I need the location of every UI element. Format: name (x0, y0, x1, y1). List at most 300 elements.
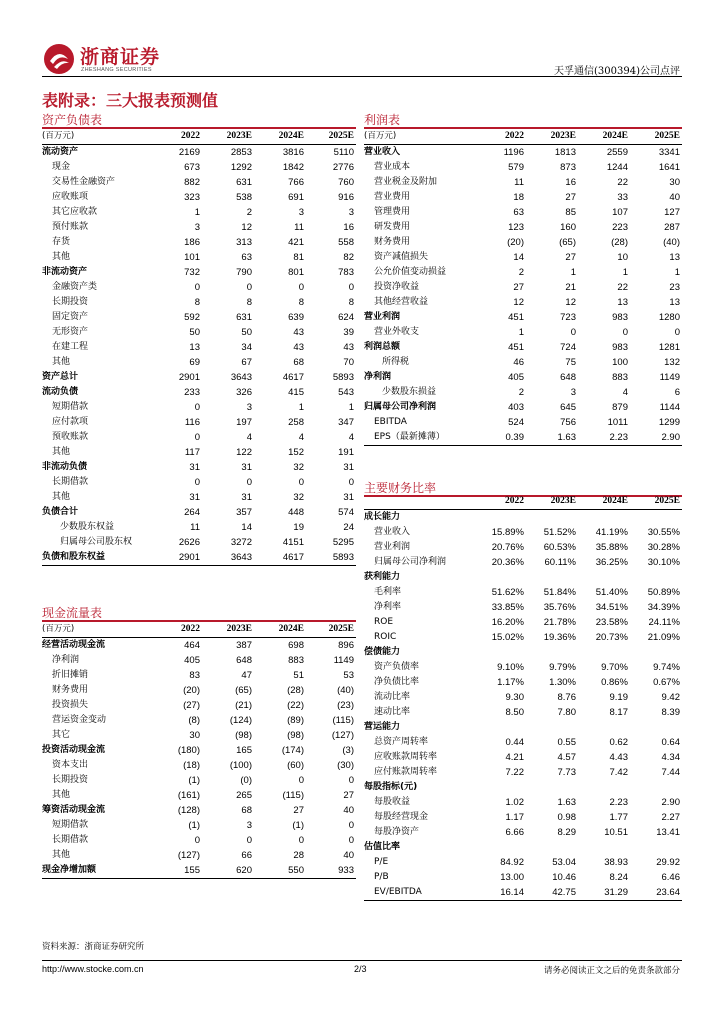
value-cell: (100) (229, 760, 252, 771)
value-cell: 933 (306, 863, 356, 879)
table-row (364, 720, 682, 735)
value-cell (578, 645, 630, 660)
table-row (42, 415, 356, 430)
value-cell: 347 (338, 417, 354, 428)
value-cell: 896 (338, 640, 354, 651)
value-cell: (3) (342, 745, 354, 756)
row-label: 其他 (52, 850, 71, 860)
value-cell: 0 (246, 477, 252, 488)
table-row (42, 668, 356, 683)
value-cell: 5893 (332, 372, 354, 383)
table-row (42, 550, 356, 566)
value-cell: 23.58% (595, 617, 628, 628)
value-cell: 31 (241, 462, 252, 473)
table-row (364, 280, 682, 295)
unit-label (364, 494, 474, 510)
value-cell: 1.02 (505, 797, 524, 808)
table-row (364, 660, 682, 675)
footer-rule (42, 960, 682, 961)
value-cell: 11 (514, 177, 524, 188)
value-cell: 1.63 (526, 430, 578, 446)
row-label: 管理费用 (374, 207, 411, 217)
value-cell: 19 (293, 522, 304, 533)
table-row (364, 355, 682, 370)
row-label: 净利率 (374, 602, 402, 612)
value-cell: 33 (617, 192, 628, 203)
value-cell: 1149 (333, 655, 354, 666)
row-label: 流动负债 (42, 387, 79, 397)
value-cell: 387 (236, 640, 252, 651)
value-cell (474, 780, 526, 795)
row-label: 每股净资产 (374, 827, 420, 837)
value-cell: 186 (184, 237, 200, 248)
value-cell: 31 (189, 492, 200, 503)
page-number: 2/3 (354, 964, 367, 974)
value-cell: 0.62 (609, 737, 628, 748)
value-cell: 31 (343, 492, 354, 503)
income-statement-table (364, 129, 682, 446)
row-label: 短期借款 (52, 820, 89, 830)
table-row (42, 475, 356, 490)
table-row (42, 385, 356, 400)
value-cell: 2901 (150, 550, 202, 566)
row-label: P/B (374, 872, 389, 882)
value-cell: 0.55 (557, 737, 576, 748)
row-label: 非流动负债 (42, 462, 88, 472)
row-label: 每股收益 (374, 797, 411, 807)
value-cell: 760 (338, 177, 354, 188)
table-row (364, 145, 682, 161)
value-cell: 51 (293, 670, 304, 681)
value-cell: (180) (177, 745, 200, 756)
value-cell: 9.30 (505, 692, 524, 703)
value-cell: 5893 (306, 550, 356, 566)
value-cell: (98) (287, 730, 304, 741)
value-cell: 50 (241, 327, 252, 338)
table-row (364, 160, 682, 175)
value-cell: 4.43 (609, 752, 628, 763)
table-row (42, 445, 356, 460)
value-cell: 2.23 (609, 797, 628, 808)
value-cell: 1 (348, 402, 354, 413)
table-row (364, 615, 682, 630)
value-cell (630, 510, 682, 526)
logo-chinese-name: 浙商证券 (80, 46, 161, 68)
value-cell: 0 (348, 775, 354, 786)
value-cell: (20) (183, 685, 200, 696)
value-cell: 7.42 (609, 767, 628, 778)
value-cell: 41.19% (595, 527, 628, 538)
value-cell: 8 (246, 297, 252, 308)
value-cell: 1144 (659, 402, 680, 413)
value-cell: 1244 (606, 162, 628, 173)
value-cell: 9.42 (661, 692, 680, 703)
table-row (364, 705, 682, 720)
company-logo (42, 40, 162, 76)
year-header: 2024E (578, 129, 630, 145)
row-label: 现金 (52, 162, 71, 172)
value-cell: 14 (513, 252, 524, 263)
table-row (364, 310, 682, 325)
value-cell (474, 570, 526, 585)
value-cell: 8 (348, 297, 354, 308)
value-cell: (127) (331, 730, 354, 741)
value-cell: 4.57 (557, 752, 576, 763)
table-row (42, 848, 356, 863)
value-cell: 4.21 (505, 752, 524, 763)
value-cell: 405 (508, 372, 524, 383)
value-cell: 14 (241, 522, 252, 533)
value-cell: 11 (190, 522, 200, 533)
value-cell: 0.39 (474, 430, 526, 446)
value-cell: 639 (288, 312, 304, 323)
row-label: 研发费用 (374, 222, 411, 232)
value-cell: 68 (241, 805, 252, 816)
row-label: 资产减值损失 (374, 252, 429, 262)
table-row (364, 385, 682, 400)
header-row (42, 129, 356, 145)
table-row (42, 340, 356, 355)
value-cell: 1 (194, 207, 200, 218)
value-cell: 883 (288, 655, 304, 666)
table-row (42, 803, 356, 818)
value-cell: 0 (298, 477, 304, 488)
value-cell: 21 (565, 282, 576, 293)
balance-sheet-title: 资产负债表 (42, 113, 103, 127)
table-row (364, 510, 682, 526)
value-cell: 5110 (333, 147, 354, 158)
value-cell: 8.29 (557, 827, 576, 838)
row-label: 短期借款 (52, 402, 89, 412)
value-cell: 43 (293, 342, 304, 353)
value-cell: 543 (338, 387, 354, 398)
value-cell: 223 (612, 222, 628, 233)
value-cell: 538 (236, 192, 252, 203)
table-row (42, 535, 356, 550)
value-cell (474, 720, 526, 735)
value-cell: 30.55% (647, 527, 680, 538)
unit-label: (百万元) (42, 129, 150, 145)
value-cell: 313 (236, 237, 252, 248)
row-label: 利润总额 (364, 342, 401, 352)
row-label: 应付账款周转率 (374, 767, 438, 777)
value-cell: 18 (513, 192, 524, 203)
value-cell: 7.44 (661, 767, 680, 778)
value-cell: 2853 (230, 147, 252, 158)
value-cell: 21.09% (647, 632, 680, 643)
value-cell (526, 510, 578, 526)
value-cell (526, 645, 578, 660)
value-cell: 415 (288, 387, 304, 398)
value-cell: 34.51% (595, 602, 628, 613)
value-cell: 2.90 (630, 430, 682, 446)
value-cell: 2.90 (661, 797, 680, 808)
value-cell: 82 (343, 252, 354, 263)
value-cell: 107 (612, 207, 628, 218)
value-cell: 1281 (658, 342, 680, 353)
ratios-title: 主要财务比率 (364, 481, 437, 495)
value-cell: 12 (513, 297, 524, 308)
row-label: 非流动资产 (42, 267, 88, 277)
value-cell: 27 (343, 790, 354, 801)
table-row (364, 780, 682, 795)
row-label: 流动资产 (42, 147, 79, 157)
value-cell: 43 (343, 342, 354, 353)
table-row (364, 250, 682, 265)
row-label: 营业外收支 (374, 327, 420, 337)
value-cell (630, 570, 682, 585)
value-cell: 122 (236, 447, 252, 458)
value-cell: (89) (287, 715, 304, 726)
row-label: 营业利润 (364, 312, 401, 322)
footer-url[interactable]: http://www.stocke.com.cn (42, 964, 144, 974)
table-row (364, 765, 682, 780)
row-label: 在建工程 (52, 342, 89, 352)
value-cell: 20.76% (491, 542, 524, 553)
table-row (364, 810, 682, 825)
year-header: 2024E (254, 129, 306, 145)
value-cell: 3 (246, 402, 252, 413)
value-cell: 197 (236, 417, 252, 428)
table-row (42, 773, 356, 788)
value-cell: 30.10% (647, 557, 680, 568)
value-cell: 2901 (178, 372, 200, 383)
value-cell: 191 (338, 447, 354, 458)
appendix-title: 表附录：三大报表预测值 (42, 91, 219, 110)
value-cell: (21) (235, 700, 252, 711)
row-label: 交易性金融资产 (52, 177, 116, 187)
logo-english-name: ZHESHANG SECURITIES (81, 67, 152, 73)
value-cell: (124) (229, 715, 252, 726)
value-cell: 24.11% (648, 617, 680, 628)
value-cell (526, 570, 578, 585)
table-row (42, 788, 356, 803)
value-cell: 1149 (659, 372, 680, 383)
row-label: 无形资产 (52, 327, 89, 337)
value-cell: 7.80 (557, 707, 576, 718)
value-cell (474, 645, 526, 660)
value-cell: 464 (184, 640, 200, 651)
value-cell: 51.40% (595, 587, 628, 598)
table-row (364, 750, 682, 765)
value-cell: 13.00 (500, 872, 524, 883)
value-cell: 42.75 (526, 885, 578, 901)
value-cell: 7.22 (505, 767, 524, 778)
value-cell: (115) (282, 790, 304, 801)
value-cell: 27 (565, 252, 576, 263)
value-cell: 1813 (554, 147, 576, 158)
table-row (42, 653, 356, 668)
value-cell: 27 (293, 805, 304, 816)
value-cell: 31 (343, 462, 354, 473)
value-cell: 0 (570, 327, 576, 338)
table-row (42, 310, 356, 325)
value-cell: 6.66 (505, 827, 524, 838)
value-cell: 0 (298, 835, 304, 846)
logo-mark-icon (42, 42, 76, 76)
table-row (364, 175, 682, 190)
value-cell: 19.36% (543, 632, 576, 643)
value-cell: 51.84% (543, 587, 576, 598)
table-row (364, 855, 682, 870)
value-cell: 8.24 (609, 872, 628, 883)
value-cell: 50.89% (647, 587, 680, 598)
value-cell: 524 (508, 417, 524, 428)
value-cell: 13 (617, 297, 628, 308)
table-row (42, 370, 356, 385)
value-cell: 0.98 (557, 812, 576, 823)
header-row (42, 622, 356, 638)
value-cell: 66 (241, 850, 252, 861)
value-cell: 9.79% (549, 662, 576, 673)
value-cell: 0 (194, 835, 200, 846)
value-cell: 403 (508, 402, 524, 413)
value-cell: 873 (560, 162, 576, 173)
value-cell: 165 (236, 745, 252, 756)
value-cell: (1) (188, 775, 200, 786)
footer-disclaimer: 请务必阅读正文之后的免责条款部分 (543, 966, 680, 976)
value-cell: 34 (241, 342, 252, 353)
value-cell: 883 (612, 372, 628, 383)
value-cell: 13.41 (656, 827, 680, 838)
table-row (364, 600, 682, 615)
row-label: 公允价值变动损益 (374, 267, 447, 277)
value-cell: 35.76% (543, 602, 576, 613)
data-source: 资料来源：浙商证券研究所 (42, 942, 145, 952)
table-row (42, 325, 356, 340)
year-header: 2022 (474, 129, 526, 145)
value-cell: 7.73 (557, 767, 576, 778)
value-cell: 15.02% (491, 632, 524, 643)
value-cell: 405 (184, 655, 200, 666)
table-row (42, 505, 356, 520)
value-cell: 51.62% (491, 587, 524, 598)
year-header: 2024E (578, 494, 630, 510)
table-row (364, 675, 682, 690)
table-row (364, 400, 682, 415)
value-cell: 0 (348, 477, 354, 488)
value-cell: 9.70% (601, 662, 628, 673)
table-row (364, 525, 682, 540)
value-cell: (40) (337, 685, 354, 696)
value-cell: 60.53% (543, 542, 576, 553)
value-cell: 323 (184, 192, 200, 203)
table-row (364, 540, 682, 555)
row-label: 负债和股东权益 (42, 550, 150, 566)
row-label: EPS（最新摊薄） (364, 430, 474, 446)
value-cell: 81 (293, 252, 304, 263)
table-row (364, 585, 682, 600)
year-header: 2022 (150, 622, 202, 638)
value-cell: 698 (288, 640, 304, 651)
table-row (364, 885, 682, 901)
year-header: 2025E (306, 622, 356, 638)
row-label: ROE (374, 617, 394, 627)
value-cell: 132 (664, 357, 680, 368)
value-cell: (127) (177, 850, 200, 861)
row-label: 流动比率 (374, 692, 411, 702)
cashflow-table (42, 622, 356, 879)
value-cell: 3272 (230, 537, 252, 548)
value-cell: 4 (622, 387, 628, 398)
value-cell: 152 (288, 447, 304, 458)
value-cell: (0) (240, 775, 252, 786)
row-label: 应收账款周转率 (374, 752, 438, 762)
unit-label: (百万元) (42, 622, 150, 638)
value-cell: 2559 (606, 147, 628, 158)
value-cell: 0.44 (505, 737, 524, 748)
value-cell: 421 (288, 237, 304, 248)
value-cell: 2626 (178, 537, 200, 548)
value-cell: 2 (518, 267, 524, 278)
row-label: 营业收入 (364, 147, 401, 157)
header-row (364, 494, 682, 510)
value-cell: (23) (337, 700, 354, 711)
row-label: 总资产周转率 (374, 737, 429, 747)
table-row (42, 430, 356, 445)
table-row (42, 490, 356, 505)
row-label: 投资损失 (52, 700, 89, 710)
table-row (364, 630, 682, 645)
value-cell: 15.89% (491, 527, 524, 538)
value-cell: 4 (348, 432, 354, 443)
value-cell (578, 840, 630, 855)
value-cell: 3 (348, 207, 354, 218)
value-cell: 0 (194, 402, 200, 413)
value-cell: 63 (241, 252, 252, 263)
value-cell: (27) (183, 700, 200, 711)
row-label: 资本支出 (52, 760, 89, 770)
value-cell: 2 (246, 207, 252, 218)
value-cell (578, 570, 630, 585)
value-cell: 21.78% (543, 617, 576, 628)
row-label: 营业收入 (374, 527, 411, 537)
value-cell: 27 (565, 192, 576, 203)
value-cell: 13 (669, 252, 680, 263)
value-cell: 233 (184, 387, 200, 398)
value-cell: 13 (669, 297, 680, 308)
value-cell: 16.20% (491, 617, 524, 628)
value-cell: (128) (177, 805, 200, 816)
row-label: 营业利润 (374, 542, 411, 552)
row-label: 应收账项 (52, 192, 89, 202)
row-label: 其他经营收益 (374, 297, 429, 307)
value-cell: 451 (508, 342, 524, 353)
row-label: 其它 (52, 730, 71, 740)
value-cell: 33.85% (491, 602, 524, 613)
value-cell: 22 (617, 177, 628, 188)
value-cell: 75 (565, 357, 576, 368)
table-row (364, 795, 682, 810)
row-label: 其他 (52, 790, 71, 800)
value-cell: 1 (570, 267, 576, 278)
table-row (42, 250, 356, 265)
table-row (364, 370, 682, 385)
value-cell: 1.17% (497, 677, 524, 688)
row-label: 毛利率 (374, 587, 402, 597)
value-cell: 9.74% (653, 662, 680, 673)
value-cell: 27 (513, 282, 524, 293)
table-row (42, 683, 356, 698)
value-cell: (40) (663, 237, 680, 248)
value-cell: 1.77 (609, 812, 628, 823)
value-cell: 43 (293, 327, 304, 338)
value-cell: 766 (288, 177, 304, 188)
value-cell: 31.29 (578, 885, 630, 901)
table-row (42, 638, 356, 654)
row-label: 其他 (52, 447, 71, 457)
value-cell: 155 (150, 863, 202, 879)
